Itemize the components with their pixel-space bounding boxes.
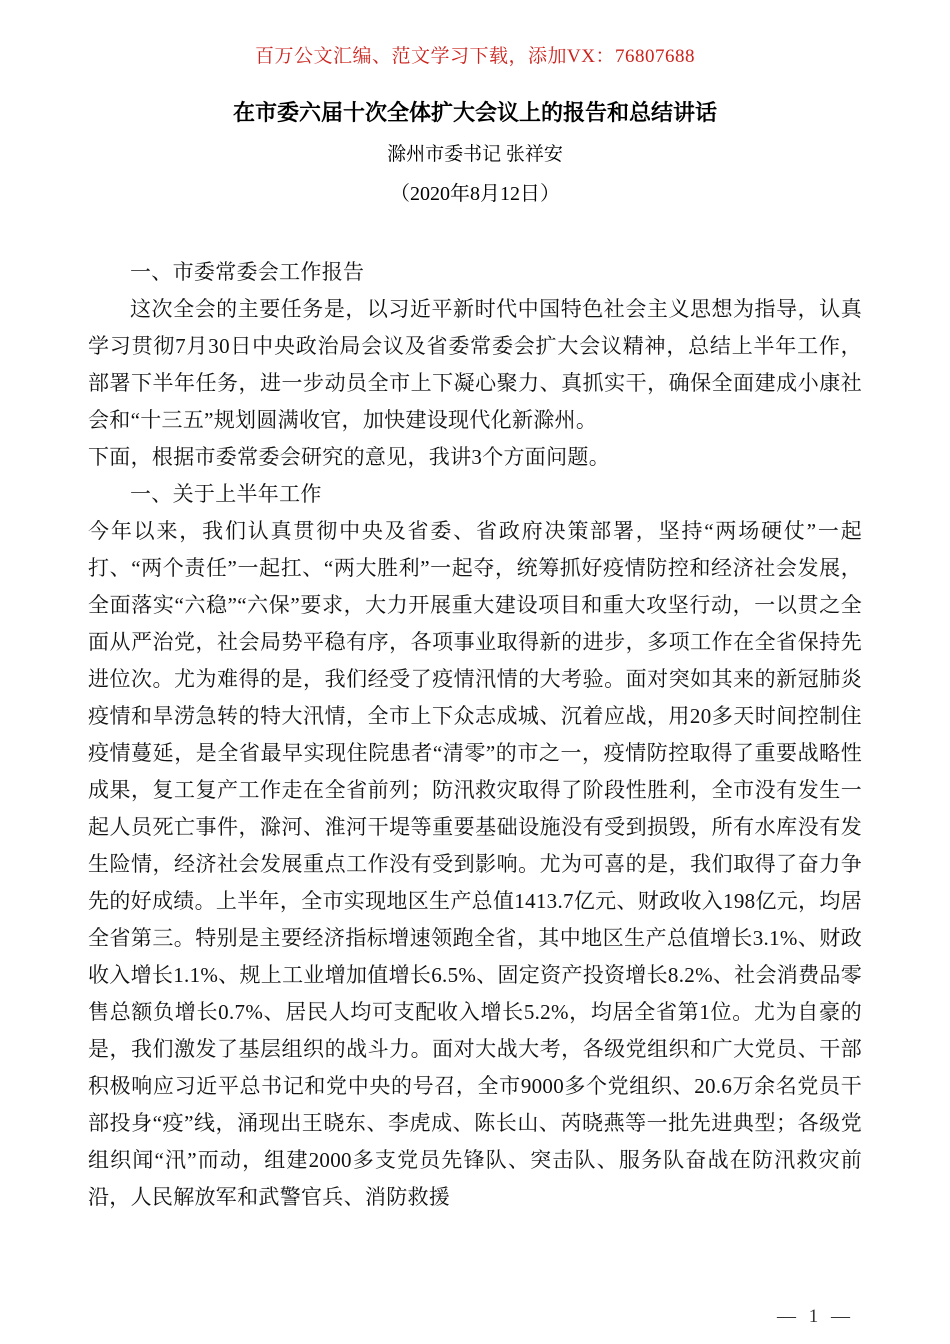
author-line: 滁州市委书记 张祥安 [387,144,563,165]
paragraph-first-half-summary: 今年以来，我们认真贯彻中央及省委、省政府决策部署，坚持“两场硬仗”一起打、“两个责任”一起扛、“两大胜利”一起夺，统筹抓好疫情防控和经济社会发展，全面落实“六稳”“六保”要求，大力开展重大建设项目和重大攻坚行动，一以贯之全面从严治党，社会局势平稳有序，各项事业取得新的进步，多项工作在全省保持先进位次。尤为难得的是，我们经受了疫情汛情的大考验。面对突如其来的新冠肺炎疫情和旱涝急转的特大汛情，全市上下众志成城、沉着应战，用20多天时间控制住疫情蔓延，是全省最早实现住院患者“清零”的市之一，疫情防控取得了重要战略性成果，复工复产工作走在全省前列；防汛救灾取得了阶段性胜利，全市没有发生一起人员死亡事件，滁河、淮河干堤等重要基础设施没有受到损毁，所有水库没有发生险情，经济社会发展重点工作没有受到影响。尤为可喜的是，我们取得了奋力争先的好成绩。上半年，全市实现地区生产总值1413.7亿元、财政收入198亿元，均居全省第三。特别是主要经济指标增速领跑全省，其中地区生产总值增长3.1%、财政收入增长1.1%、规上工业增加值增长6.5%、固定资产投资增长8.2%、社会消费品零售总额负增长0.7%、居民人均可支配收入增长5.2%，均居全省第1位。尤为自豪的是，我们激发了基层组织的战斗力。面对大战大考，各级党组织和广大党员、干部积极响应习近平总书记和党中央的号召，全市9000多个党组织、20.6万余名党员干部投身“疫”线，涌现出王晓东、李虎成、陈长山、芮晓燕等一批先进典型；各级党组织闻“汛”而动，组建2000多支党员先锋队、突击队、服务队奋战在防汛救灾前沿，人民解放军和武警官兵、消防救援 [88,519,862,1209]
document-body [0,254,950,1216]
paragraph-meeting-task: 这次全会的主要任务是，以习近平新时代中国特色社会主义思想为指导，认真学习贯彻7月30日中央政治局会议及省委常委会扩大会议精神，总结上半年工作，部署下半年任务，进一步动员全市上下凝心聚力、真抓实干，确保全面建成小康社会和“十三五”规划圆满收官，加快建设现代化新滁州。 [88,297,862,432]
paragraph-transition: 下面，根据市委常委会研究的意见，我讲3个方面问题。 [88,445,610,469]
document-title: 在市委六届十次全体扩大会议上的报告和总结讲话 [232,100,717,125]
section-heading-first-half-work: 一、关于上半年工作 [130,482,322,506]
page-number: — 1 — [777,1306,854,1327]
date-line: （2020年8月12日） [390,183,560,205]
section-heading-report: 一、市委常委会工作报告 [130,260,365,284]
promo-banner-text: 百万公文汇编、范文学习下载，添加VX：76807688 [255,46,695,67]
